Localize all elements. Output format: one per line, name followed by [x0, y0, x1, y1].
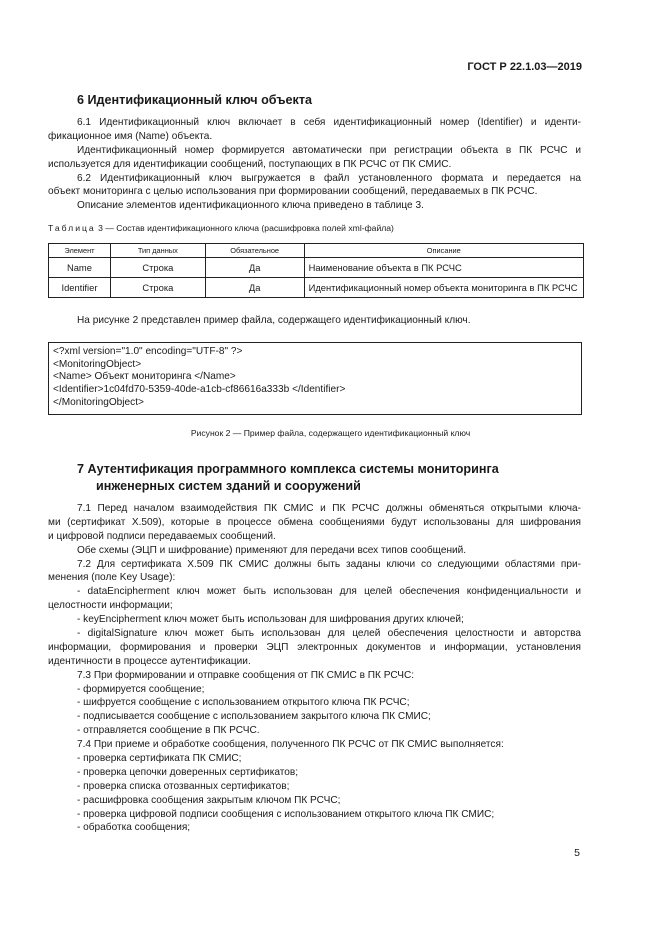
text-line: На рисунке 2 представлен пример файла, содержащего идентификационный ключ.	[77, 315, 471, 326]
code-line: </MonitoringObject>	[53, 396, 144, 408]
text-line: и цифровой подписи передаваемых сообщений.	[48, 530, 276, 542]
text-line: Идентификационный номер формируется автоматически при регистрации объекта в ПК РСЧС и	[77, 144, 581, 156]
table-header-cell: Элемент	[49, 244, 111, 258]
text-line: 6.2 Идентификационный ключ выгружается в файл установленного формата и передается на	[77, 172, 581, 184]
table-cell: Строка	[110, 278, 205, 298]
text-line: 7.3 При формировании и отправке сообщения от ПК СМИС в ПК РСЧС:	[77, 669, 415, 681]
identification-key-table	[48, 243, 584, 298]
text-line: менения (поле Key Usage):	[48, 572, 176, 584]
table-cell: Name	[49, 258, 111, 278]
code-line: <Identifier>1c04fd70-5359-40de-a1cb-cf86616a333b </Identifier>	[53, 384, 346, 396]
text-line: 6.1 Идентификационный ключ включает в себя идентификационный номер (Identifier) и иденти-	[77, 117, 581, 128]
document-header: ГОСТ Р 22.1.03—2019	[467, 61, 582, 73]
table-header-cell: Тип данных	[110, 244, 205, 258]
text-line: - dataEncipherment ключ может быть использован для целей обеспечения конфиденциальности и	[77, 586, 581, 598]
page-number: 5	[574, 847, 580, 859]
section-7-title-line: инженерных систем зданий и сооружений	[96, 478, 361, 493]
code-example	[53, 346, 345, 410]
text-line: - формируется сообщение;	[77, 683, 205, 695]
section-6-title: 6 Идентификационный ключ объекта	[77, 93, 313, 107]
text-line: - digitalSignature ключ может быть использован для целей обеспечения целостности и авторства	[77, 628, 581, 640]
section-7-text	[48, 502, 581, 835]
table-row	[49, 278, 584, 298]
table-caption	[48, 223, 394, 233]
text-line: используется для идентификации сообщений, поступающих в ПК РСЧС от ПК СМИС.	[48, 158, 452, 170]
table-caption-text: 3 — Состав идентификационного ключа (расшифровка полей xml-файла)	[95, 223, 394, 233]
table-header-row	[49, 244, 584, 258]
text-line: - проверка цифровой подписи сообщения с использованием открытого ключа ПК СМИС;	[77, 808, 495, 820]
text-line: - шифруется сообщение с использованием открытого ключа ПК РСЧС;	[77, 697, 410, 709]
table-row	[49, 258, 584, 278]
table-cell: Да	[205, 278, 304, 298]
text-line: целостности информации;	[48, 600, 173, 612]
text-line: идентичности в процессе аутентификации.	[48, 655, 251, 667]
text-line: 7.4 При приеме и обработке сообщения, полученного ПК РСЧС от ПК СМИС выполняется:	[77, 739, 504, 751]
text-line: - обработка сообщения;	[77, 822, 191, 834]
text-line: Обе схемы (ЭЦП и шифрование) применяют для передачи всех типов сообщений.	[77, 544, 467, 556]
table-cell: Идентификационный номер объекта мониторинга в ПК РСЧС	[304, 278, 583, 298]
code-line: <?xml version="1.0" encoding="UTF-8" ?>	[53, 346, 243, 357]
table-cell: Наименование объекта в ПК РСЧС	[304, 258, 583, 278]
table-header-cell: Обязательное	[205, 244, 304, 258]
text-line: фикационное имя (Name) объекта.	[48, 130, 213, 142]
table-cell: Да	[205, 258, 304, 278]
section-7-title-line: 7 Аутентификация программного комплекса системы мониторинга	[77, 462, 499, 476]
code-line: <Name> Объект мониторинга </Name>	[53, 371, 236, 383]
figure-intro-text	[48, 314, 581, 328]
text-line: ми (сертификат X.509), которые в процессе обмена сообщениями будут использованы для шифрования	[48, 516, 581, 528]
text-line: информации, формирования и проверки ЭЦП электронных документов и информации, установления	[48, 641, 581, 653]
text-line: - проверка списка отозванных сертификатов;	[77, 780, 290, 792]
table-caption-prefix: Таблица	[48, 223, 96, 233]
text-line: 7.1 Перед началом взаимодействия ПК СМИС и ПК РСЧС должны обменяться открытыми ключа-	[77, 503, 581, 514]
figure-caption: Рисунок 2 — Пример файла, содержащего идентификационный ключ	[190, 428, 471, 438]
section-6-text	[48, 116, 581, 213]
text-line: - отправляется сообщение в ПК РСЧС.	[77, 725, 260, 737]
text-line: - проверка сертификата ПК СМИС;	[77, 753, 242, 765]
text-line: 7.2 Для сертификата X.509 ПК СМИС должны быть заданы ключи со следующими областями при-	[77, 558, 581, 570]
table-cell: Строка	[110, 258, 205, 278]
text-line: - расшифровка сообщения закрытым ключом ПК РСЧС;	[77, 794, 341, 806]
code-line: <MonitoringObject>	[53, 358, 142, 370]
text-line: - keyEncipherment ключ может быть использован для шифрования других ключей;	[77, 614, 464, 626]
text-line: объект мониторинга с целью использования при формировании сообщений, передаваемых в ПК РСЧС.	[48, 186, 538, 198]
section-7-title	[77, 461, 499, 494]
text-line: Описание элементов идентификационного ключа приведено в таблице 3.	[77, 200, 424, 212]
text-line: - подписывается сообщение с использованием закрытого ключа ПК СМИС;	[77, 711, 431, 723]
text-line: - проверка цепочки доверенных сертификатов;	[77, 766, 299, 778]
table-cell: Identifier	[49, 278, 111, 298]
table-header-cell: Описание	[304, 244, 583, 258]
